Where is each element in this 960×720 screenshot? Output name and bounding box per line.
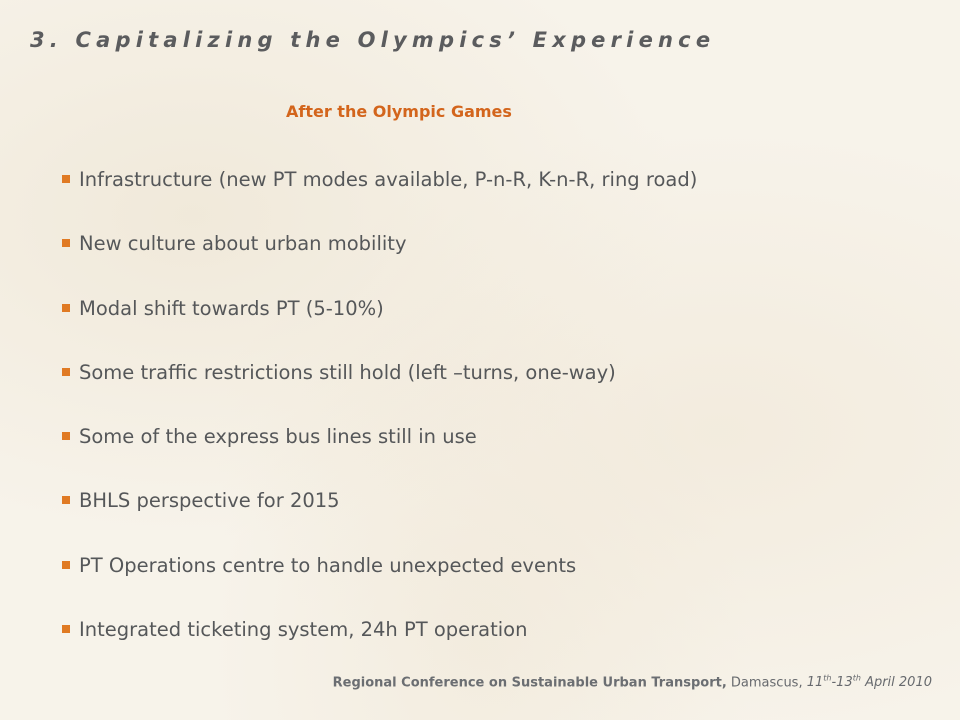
footer-conference: Regional Conference on Sustainable Urban Transport, (332, 675, 727, 691)
bullet-item-bhls (62, 481, 697, 545)
bullet-text: Infrastructure (new PT modes available, P-n-R, K-n-R, ring road) (79, 168, 698, 191)
footer-date (807, 675, 932, 690)
bullet-item-culture (62, 224, 697, 288)
bullet-item-infrastructure (62, 160, 697, 224)
square-bullet-icon (62, 368, 70, 376)
footer-day-end-suffix: th (852, 674, 861, 683)
footer-day-start-suffix: th (823, 674, 832, 683)
bullet-list (62, 160, 697, 674)
square-bullet-icon (62, 432, 70, 440)
footer-day-start: 11 (806, 675, 824, 691)
bullet-text: New culture about urban mobility (79, 232, 407, 256)
slide-footer (333, 674, 932, 690)
footer-day-end: -13 (831, 675, 853, 691)
bullet-item-ticketing (62, 610, 697, 674)
square-bullet-icon (62, 625, 70, 633)
square-bullet-icon (62, 496, 70, 504)
square-bullet-icon (62, 175, 70, 183)
square-bullet-icon (62, 304, 70, 312)
bullet-text: BHLS perspective for 2015 (79, 489, 340, 513)
slide-title: 3. Capitalizing the Olympics’ Experience (30, 28, 716, 52)
bullet-item-operations-centre (62, 546, 697, 610)
bullet-text: Some traffic restrictions still hold (left –turns, one-way) (79, 360, 616, 384)
bullet-text: PT Operations centre to handle unexpected events (79, 553, 577, 577)
bullet-text: Some of the express bus lines still in use (79, 425, 477, 449)
section-subtitle: After the Olympic Games (286, 102, 512, 121)
square-bullet-icon (62, 239, 70, 247)
bullet-text: Integrated ticketing system, 24h PT operation (79, 618, 528, 642)
footer-month-year: April 2010 (860, 675, 932, 691)
bullet-item-traffic-restrictions (62, 353, 697, 417)
bullet-text: Modal shift towards PT (5-10%) (79, 296, 384, 320)
bullet-item-express-bus (62, 417, 697, 481)
square-bullet-icon (62, 561, 70, 569)
bullet-item-modal-shift (62, 289, 697, 353)
footer-location: Damascus, (726, 675, 807, 691)
